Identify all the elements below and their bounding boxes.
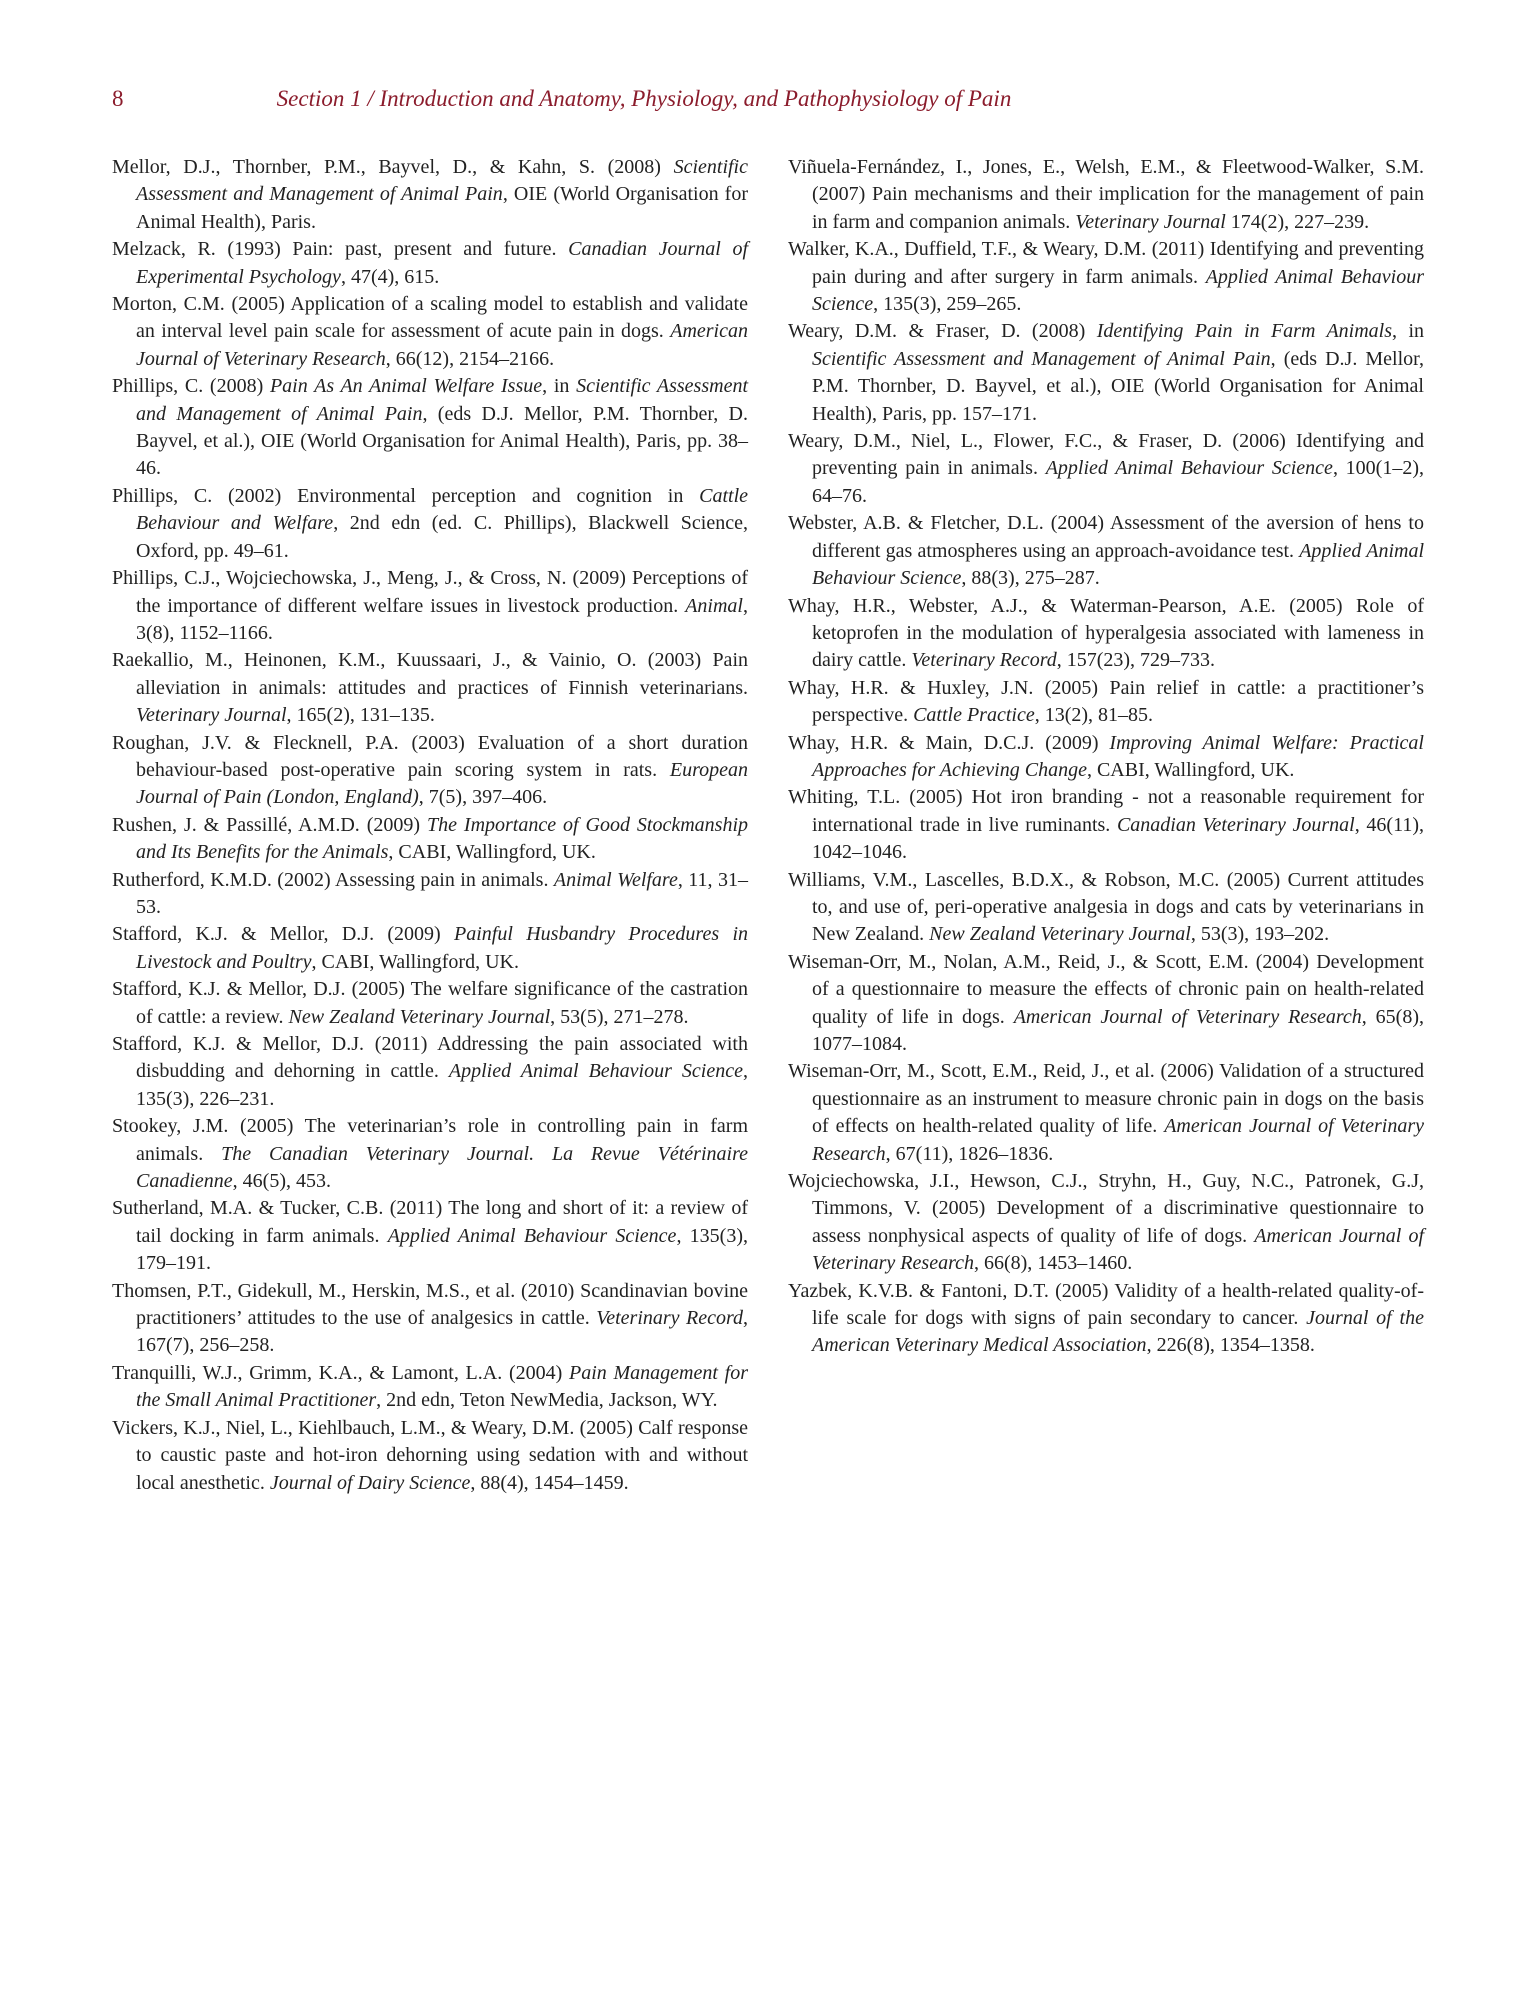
reference-text: , in xyxy=(542,375,577,398)
reference-entry xyxy=(788,1058,1424,1168)
reference-entry xyxy=(788,318,1424,428)
reference-text: Yazbek, K.V.B. & Fantoni, D.T. (2005) Validity of a health-related quality-of-life scale for dogs with signs of pain secondary to cancer. xyxy=(788,1279,1424,1330)
reference-entry xyxy=(788,1168,1424,1278)
reference-entry xyxy=(788,236,1424,318)
reference-text: , 7(5), 397–406. xyxy=(418,786,548,809)
reference-text: , (eds D.J. Mellor, P.M. Thornber, D. Bayvel, et al.), OIE (World Organisation for Animal Health), Paris, pp. 157–171. xyxy=(812,347,1425,425)
reference-text: Melzack, R. (1993) Pain: past, present and future. xyxy=(112,238,569,261)
reference-title-italic: Animal Welfare xyxy=(553,868,678,891)
reference-entry xyxy=(112,976,748,1031)
reference-text: , 47(4), 615. xyxy=(340,265,440,288)
reference-text: , 135(3), 226–231. xyxy=(136,1060,748,1110)
reference-text: Thomsen, P.T., Gidekull, M., Herskin, M.S., et al. (2010) Scandinavian bovine practitioners’ attitudes to the use of analgesics in cattle. xyxy=(112,1279,748,1330)
reference-text: , OIE (World Organisation for Animal Health), Paris. xyxy=(136,183,748,233)
reference-title-italic: Pain As An Animal Welfare Issue xyxy=(269,375,543,398)
reference-title-italic: Applied Animal Behaviour Science xyxy=(812,265,1425,316)
reference-text: , 157(23), 729–733. xyxy=(1056,649,1216,672)
reference-text: , 135(3), 179–191. xyxy=(136,1224,748,1275)
reference-text: Williams, V.M., Lascelles, B.D.X., & Robson, M.C. (2005) Current attitudes to, and use of, peri-operative analgesia in dogs and cats by veterinarians in New Zealand. xyxy=(788,868,1424,946)
reference-entry xyxy=(112,730,748,812)
reference-title-italic: Scientific Assessment and Management of Animal Pain xyxy=(136,156,748,206)
reference-text: , 66(12), 2154–2166. xyxy=(385,347,555,370)
reference-entry xyxy=(112,483,748,565)
reference-entry xyxy=(112,1415,748,1497)
reference-text: Stafford, K.J. & Mellor, D.J. (2009) xyxy=(112,923,455,946)
reference-text: Phillips, C. (2002) Environmental perception and cognition in xyxy=(112,484,700,507)
reference-title-italic: Cattle Behaviour and Welfare xyxy=(136,484,748,535)
reference-title-italic: European Journal of Pain (London, England) xyxy=(136,758,748,809)
reference-entry xyxy=(112,921,748,976)
reference-title-italic: Journal of Dairy Science xyxy=(269,1471,471,1494)
reference-text: , 2nd edn (ed. C. Phillips), Blackwell Science, Oxford, pp. 49–61. xyxy=(136,512,748,562)
reference-entry xyxy=(788,428,1424,510)
reference-title-italic: New Zealand Veterinary Journal xyxy=(929,923,1191,946)
reference-text: Tranquilli, W.J., Grimm, K.A., & Lamont, L.A. (2004) xyxy=(112,1361,569,1384)
reference-text: , 135(3), 259–265. xyxy=(873,293,1022,316)
reference-title-italic: Applied Animal Behaviour Science xyxy=(1045,457,1333,480)
reference-text: Rushen, J. & Passillé, A.M.D. (2009) xyxy=(112,813,427,836)
reference-text: , (eds D.J. Mellor, P.M. Thornber, D. Bayvel, et al.), OIE (World Organisation for Animal Health), Paris, pp. 38–46. xyxy=(136,402,748,480)
reference-entry xyxy=(788,730,1424,785)
reference-entry xyxy=(788,154,1424,236)
reference-text: , 66(8), 1453–1460. xyxy=(973,1252,1133,1275)
reference-title-italic: Cattle Practice xyxy=(913,704,1035,727)
reference-title-italic: American Journal of Veterinary Research xyxy=(136,320,748,370)
reference-text: Morton, C.M. (2005) Application of a scaling model to establish and validate an interval level pain scale for assessment of acute pain in dogs. xyxy=(112,293,748,343)
reference-text: Walker, K.A., Duffield, T.F., & Weary, D.M. (2011) Identifying and preventing pain during and after surgery in farm animals. xyxy=(788,238,1424,288)
reference-text: , 46(11), 1042–1046. xyxy=(812,813,1424,864)
reference-entry xyxy=(112,867,748,922)
reference-text: 174(2), 227–239. xyxy=(1225,210,1370,233)
reference-entry xyxy=(112,1360,748,1415)
reference-text: Vickers, K.J., Niel, L., Kiehlbauch, L.M., & Weary, D.M. (2005) Calf response to caustic paste and hot-iron dehorning using sedation with and without local anesthetic. xyxy=(112,1416,748,1494)
reference-title-italic: Animal xyxy=(685,594,743,617)
reference-text: Stookey, J.M. (2005) The veterinarian’s role in controlling pain in farm animals. xyxy=(112,1115,748,1165)
reference-entry xyxy=(112,1195,748,1277)
reference-title-italic: American Journal of Veterinary Research xyxy=(812,1224,1424,1275)
reference-text: , 67(11), 1826–1836. xyxy=(885,1142,1054,1165)
reference-text: Phillips, C.J., Wojciechowska, J., Meng, J., & Cross, N. (2009) Perceptions of the importance of different welfare issues in livestock production. xyxy=(112,567,748,617)
reference-text: , 53(5), 271–278. xyxy=(550,1005,689,1028)
reference-text: , in xyxy=(1392,320,1424,343)
reference-entry xyxy=(112,236,748,291)
reference-text: , 88(4), 1454–1459. xyxy=(470,1471,629,1494)
reference-entry xyxy=(112,291,748,373)
reference-text: , 2nd edn, Teton NewMedia, Jackson, WY. xyxy=(376,1389,718,1412)
reference-text: Whay, H.R. & Huxley, J.N. (2005) Pain relief in cattle: a practitioner’s perspective. xyxy=(788,676,1424,727)
reference-text: Webster, A.B. & Fletcher, D.L. (2004) Assessment of the aversion of hens to different gas atmospheres using an approach-avoidance test. xyxy=(788,512,1424,562)
reference-text: Stafford, K.J. & Mellor, D.J. (2011) Addressing the pain associated with disbudding and dehorning in cattle. xyxy=(112,1033,748,1083)
reference-text: , 11, 31–53. xyxy=(136,868,748,918)
reference-entry xyxy=(112,647,748,729)
reference-entry xyxy=(788,593,1424,675)
reference-text: Stafford, K.J. & Mellor, D.J. (2005) The welfare significance of the castration of cattle: a review. xyxy=(112,978,748,1028)
reference-text: , 167(7), 256–258. xyxy=(136,1307,748,1357)
page-header xyxy=(112,86,1148,126)
reference-title-italic: Painful Husbandry Procedures in Livestock and Poultry xyxy=(136,923,748,973)
reference-text: , 100(1–2), 64–76. xyxy=(812,457,1424,507)
reference-entry xyxy=(112,1113,748,1195)
reference-entry xyxy=(112,812,748,867)
reference-title-italic: Journal of the American Veterinary Medical Association xyxy=(812,1307,1424,1357)
reference-title-italic: Applied Animal Behaviour Science xyxy=(812,539,1424,590)
reference-text: Wiseman-Orr, M., Scott, E.M., Reid, J., et al. (2006) Validation of a structured questionnaire as an instrument to measure chronic pain in dogs on the basis of effects on health-related quality of life. xyxy=(788,1060,1424,1138)
page-number: 8 xyxy=(112,86,124,111)
reference-text: , 46(5), 453. xyxy=(232,1170,331,1193)
reference-text: , 3(8), 1152–1166. xyxy=(136,594,748,644)
reference-text: , CABI, Wallingford, UK. xyxy=(388,841,596,864)
reference-text: , 65(8), 1077–1084. xyxy=(812,1005,1424,1055)
reference-entry xyxy=(788,949,1424,1059)
reference-entry xyxy=(112,1031,748,1113)
reference-text: , CABI, Wallingford, UK. xyxy=(311,950,519,973)
reference-text: Whiting, T.L. (2005) Hot iron branding - not a reasonable requirement for international trade in live ruminants. xyxy=(788,786,1424,836)
reference-text: Roughan, J.V. & Flecknell, P.A. (2003) Evaluation of a short duration behaviour-based post-operative pain scoring system in rats. xyxy=(112,731,748,781)
reference-title-italic: The Canadian Veterinary Journal. La Revue Vétérinaire Canadienne xyxy=(136,1142,748,1193)
reference-text: Raekallio, M., Heinonen, K.M., Kuussaari, J., & Vainio, O. (2003) Pain alleviation in animals: attitudes and practices of Finnish veterinarians. xyxy=(112,649,748,699)
reference-entry xyxy=(788,675,1424,730)
reference-title-italic: New Zealand Veterinary Journal xyxy=(288,1005,551,1028)
reference-text: , 13(2), 81–85. xyxy=(1034,704,1154,727)
running-head: Section 1 / Introduction and Anatomy, Physiology, and Pathophysiology of Pain xyxy=(276,86,1012,111)
reference-text: Whay, H.R. & Main, D.C.J. (2009) xyxy=(788,731,1110,754)
reference-title-italic: Applied Animal Behaviour Science xyxy=(387,1224,677,1247)
reference-list-right-column xyxy=(788,154,1424,1360)
reference-text: Rutherford, K.M.D. (2002) Assessing pain in animals. xyxy=(112,868,554,891)
reference-entry xyxy=(112,154,748,236)
reference-title-italic: Canadian Veterinary Journal xyxy=(1116,813,1355,836)
reference-text: Whay, H.R., Webster, A.J., & Waterman-Pearson, A.E. (2005) Role of ketoprofen in the modulation of hyperalgesia associated with lameness in dairy cattle. xyxy=(788,594,1424,672)
reference-text: Wojciechowska, J.I., Hewson, C.J., Stryhn, H., Guy, N.C., Patronek, G.J, Timmons, V. (2005) Development of a discriminative questionnaire to assess nonphysical aspects of quality of life of dogs. xyxy=(788,1170,1424,1247)
reference-entry xyxy=(112,1278,748,1360)
reference-text: , 53(3), 193–202. xyxy=(1190,923,1330,946)
reference-text: Sutherland, M.A. & Tucker, C.B. (2011) The long and short of it: a review of tail docking in farm animals. xyxy=(112,1197,748,1247)
reference-title-italic: Veterinary Journal xyxy=(1075,210,1226,233)
reference-title-italic: Applied Animal Behaviour Science xyxy=(448,1060,743,1083)
reference-title-italic: Pain Management for the Small Animal Practitioner xyxy=(136,1361,748,1412)
reference-text: Weary, D.M., Niel, L., Flower, F.C., & Fraser, D. (2006) Identifying and preventing pain in animals. xyxy=(788,430,1424,480)
reference-entry xyxy=(788,510,1424,592)
reference-text: , 165(2), 131–135. xyxy=(286,704,435,727)
reference-text: , 226(8), 1354–1358. xyxy=(1146,1334,1315,1357)
reference-title-italic: American Journal of Veterinary Research xyxy=(1013,1005,1362,1028)
reference-entry xyxy=(788,867,1424,949)
reference-title-italic: The Importance of Good Stockmanship and Its Benefits for the Animals xyxy=(136,813,749,864)
reference-title-italic: Veterinary Record xyxy=(596,1307,743,1330)
reference-text: Mellor, D.J., Thornber, P.M., Bayvel, D., & Kahn, S. (2008) xyxy=(112,156,674,178)
reference-text: , 88(3), 275–287. xyxy=(961,567,1100,590)
reference-text: Viñuela-Fernández, I., Jones, E., Welsh, E.M., & Fleetwood-Walker, S.M. (2007) Pain mechanisms and their implication for the management of pain in farm and companion animals. xyxy=(788,156,1424,233)
reference-title-italic: Identifying Pain in Farm Animals xyxy=(1096,320,1393,343)
reference-entry xyxy=(112,373,748,483)
reference-entry xyxy=(788,784,1424,866)
reference-text: , CABI, Wallingford, UK. xyxy=(1086,758,1295,781)
reference-title-italic: American Journal of Veterinary Research xyxy=(812,1115,1424,1165)
reference-title-italic: Canadian Journal of Experimental Psychology xyxy=(136,238,748,288)
reference-entry xyxy=(788,1278,1424,1360)
reference-title-italic: Veterinary Record xyxy=(911,649,1057,672)
reference-text: Wiseman-Orr, M., Nolan, A.M., Reid, J., & Scott, E.M. (2004) Development of a questionnaire to measure the effects of chronic pain on health-related quality of life in dogs. xyxy=(788,950,1424,1028)
reference-title-italic: Veterinary Journal xyxy=(136,704,287,727)
reference-title-italic: Scientific Assessment and Management of Animal Pain xyxy=(812,347,1271,370)
reference-title-italic: Scientific Assessment and Management of Animal Pain xyxy=(136,375,749,425)
reference-text: Weary, D.M. & Fraser, D. (2008) xyxy=(788,320,1097,343)
reference-text: Phillips, C. (2008) xyxy=(112,375,270,398)
reference-list-left-column xyxy=(112,154,748,1497)
reference-entry xyxy=(112,565,748,647)
reference-title-italic: Improving Animal Welfare: Practical Approaches for Achieving Change xyxy=(812,731,1424,781)
